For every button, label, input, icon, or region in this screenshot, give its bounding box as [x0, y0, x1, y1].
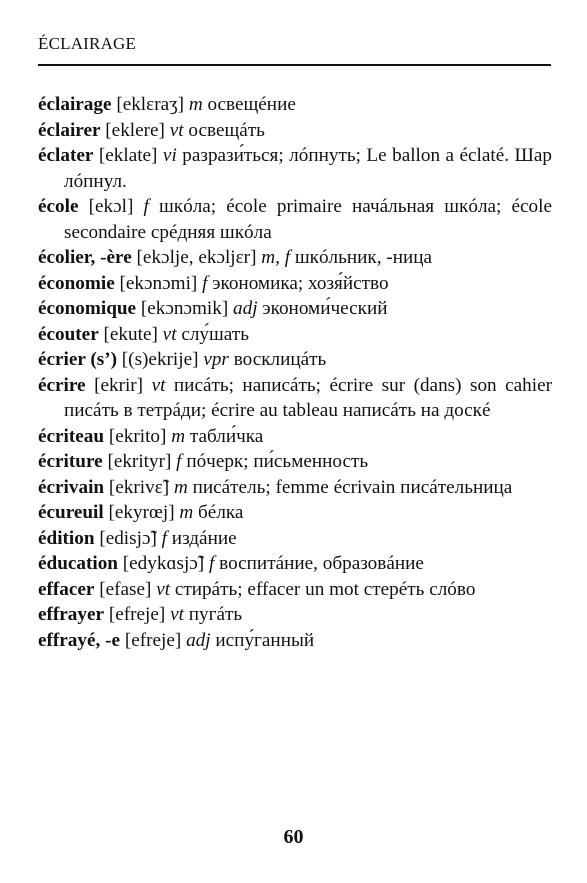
headword: éclairage — [38, 94, 112, 115]
translation: бéлка — [193, 502, 244, 523]
pronunciation: [ekɔlje, ekɔljɛr] — [131, 247, 262, 268]
dictionary-entry — [38, 296, 552, 322]
pronunciation: [ekrir] — [85, 374, 152, 396]
dictionary-entry — [38, 449, 552, 475]
pronunciation: [eklɛraʒ] — [111, 94, 189, 115]
dictionary-entry — [38, 551, 552, 577]
dictionary-entry — [38, 245, 552, 271]
grammar-label: m — [171, 425, 186, 447]
translation: стирáть; effacer un mot стерéть слóво — [170, 578, 476, 600]
dictionary-entry — [38, 92, 552, 118]
translation: восклицáть — [228, 349, 327, 370]
page-number: 60 — [283, 826, 304, 848]
grammar-label: vt — [162, 323, 177, 345]
grammar-label: adj — [233, 298, 258, 319]
grammar-label: f — [161, 527, 167, 549]
pronunciation: [edykɑsjɔ̃] — [117, 553, 209, 574]
dictionary-entry — [38, 475, 552, 501]
dictionary-entry — [38, 526, 552, 552]
grammar-label: vt — [170, 604, 184, 625]
translation: воспитáние, образовáние — [214, 553, 424, 574]
dictionary-entry — [38, 500, 552, 526]
headword: éclater — [38, 145, 94, 166]
translation: пугáть — [183, 604, 243, 625]
dictionary-entry — [38, 628, 552, 654]
headword: économique — [38, 298, 137, 319]
running-head: ÉCLAIRAGE — [38, 34, 137, 53]
dictionary-entry — [38, 322, 552, 348]
headword: écureuil — [38, 502, 104, 523]
grammar-label: m — [179, 502, 194, 523]
translation: пóчерк; пи́сьменность — [181, 451, 369, 472]
translation: экономика; хозя́йство — [207, 272, 389, 294]
dictionary-entry — [38, 347, 552, 373]
headword: économie — [38, 272, 115, 294]
grammar-label: f — [176, 451, 182, 472]
grammar-label: vt — [169, 119, 184, 141]
pronunciation: [edisjɔ̃] — [94, 527, 162, 549]
grammar-label: vt — [151, 374, 166, 396]
translation: издáние — [167, 527, 237, 549]
pronunciation: [ekɔnɔmi] — [114, 272, 203, 294]
headword: éducation — [38, 553, 118, 574]
pronunciation: [(s)ekrije] — [117, 349, 204, 370]
pronunciation: [ekrityr] — [102, 451, 177, 472]
translation: испу́ганный — [210, 629, 315, 651]
grammar-label: vt — [156, 578, 171, 600]
translation: шкóльник, -ница — [290, 247, 433, 268]
headword: écolier, -ère — [38, 247, 132, 268]
translation: экономи́ческий — [257, 298, 388, 319]
headword: écouter — [38, 323, 99, 345]
grammar-label: f — [202, 272, 208, 294]
headword: éclairer — [38, 119, 101, 141]
pronunciation: [efreje] — [120, 629, 187, 651]
translation: шкóла; école primaire начáльная шкóла; école secondaire срéдняя шкóла — [64, 196, 552, 243]
pronunciation: [efase] — [94, 578, 157, 600]
translation: разрази́ться; лóпнуть; Le ballon a éclaté. Шар лóпнул. — [64, 145, 552, 192]
pronunciation: [ekɔnɔmik] — [136, 298, 234, 319]
pronunciation: [ekrito] — [104, 425, 172, 447]
dictionary-entry — [38, 577, 552, 603]
headword: écriteau — [38, 425, 105, 447]
translation: освещáть — [183, 119, 265, 141]
grammar-label: adj — [186, 629, 211, 651]
grammar-label: f — [209, 553, 215, 574]
translation: табли́чка — [185, 425, 264, 447]
translation: писáтель; femme écrivain писáтельница — [187, 476, 513, 498]
pronunciation: [eklate] — [93, 145, 163, 166]
grammar-label: vpr — [203, 349, 229, 370]
headword: effrayer — [38, 604, 105, 625]
translation: слу́шать — [176, 323, 249, 345]
dictionary-entry — [38, 271, 552, 297]
dictionary-entry — [38, 194, 552, 245]
grammar-label: vi — [162, 145, 177, 166]
grammar-label: f — [143, 196, 149, 217]
dictionary-entry — [38, 143, 552, 194]
entry-list — [38, 92, 552, 653]
headword: écrire — [38, 374, 86, 396]
pronunciation: [eklere] — [100, 119, 170, 141]
headword: école — [38, 196, 79, 217]
headword: écrivain — [38, 476, 105, 498]
grammar-label: m, f — [261, 247, 291, 268]
pronunciation: [ekɔl] — [78, 196, 144, 217]
dictionary-entry — [38, 118, 552, 144]
pronunciation: [ekute] — [98, 323, 163, 345]
translation: освещéние — [202, 94, 296, 115]
headword: effacer — [38, 578, 95, 600]
headword: écrier (s’) — [38, 349, 117, 370]
headword: écriture — [38, 451, 103, 472]
grammar-label: m — [173, 476, 188, 498]
headword: édition — [38, 527, 95, 549]
grammar-label: m — [188, 94, 203, 115]
translation: писáть; написáть; écrire sur (dans) son cahier писáть в тетрáди; écrire au tableau написáть на доскé — [64, 374, 553, 421]
dictionary-entry — [38, 602, 552, 628]
header-rule — [38, 64, 551, 66]
headword: effrayé, -e — [38, 629, 121, 651]
dictionary-entry — [38, 373, 552, 424]
pronunciation: [ekrivɛ̃] — [104, 476, 174, 498]
pronunciation: [ekyrœj] — [103, 502, 180, 523]
dictionary-entry — [38, 424, 552, 450]
pronunciation: [efreje] — [104, 604, 171, 625]
